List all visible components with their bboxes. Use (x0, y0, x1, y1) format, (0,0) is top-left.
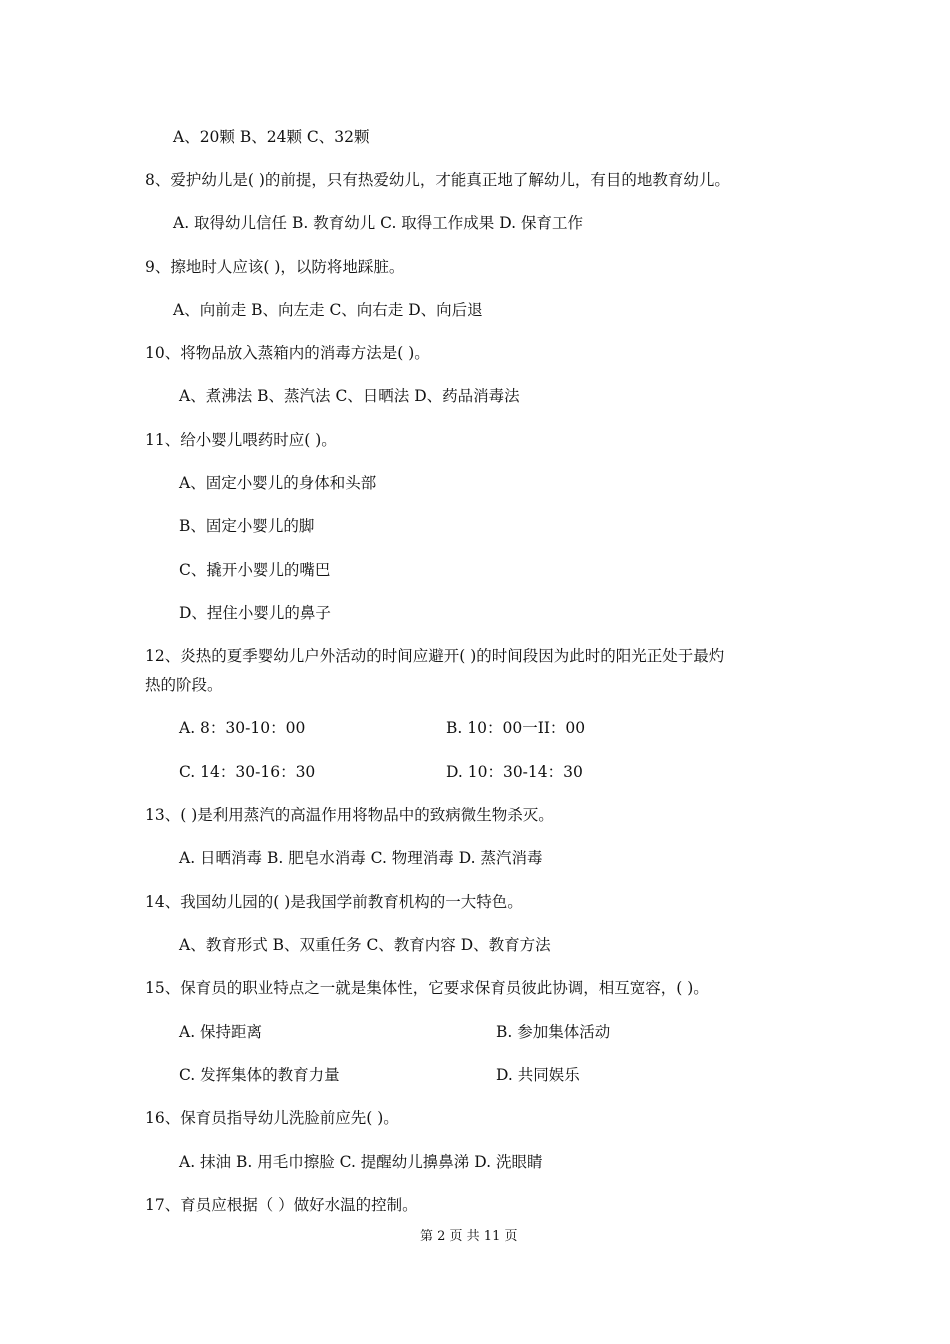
q11-stem: 11、给小婴儿喂药时应( )。 (145, 431, 337, 449)
q15-option-c: C. 发挥集体的教育力量 (179, 1066, 340, 1084)
q10-stem: 10、将物品放入蒸箱内的消毒方法是( )。 (145, 344, 430, 362)
q11-option-b: B、固定小婴儿的脚 (179, 517, 315, 535)
q12-stem-cont: 热的阶段。 (145, 676, 223, 694)
q13-options: A. 日晒消毒 B. 肥皂水消毒 C. 物理消毒 D. 蒸汽消毒 (179, 849, 543, 867)
q9-options: A、向前走 B、向左走 C、向右走 D、向后退 (173, 301, 483, 319)
q17-stem: 17、育员应根据（ ）做好水温的控制。 (145, 1196, 418, 1214)
q16-stem: 16、保育员指导幼儿洗脸前应先( )。 (145, 1109, 399, 1127)
q14-stem: 14、我国幼儿园的( )是我国学前教育机构的一大特色。 (145, 893, 523, 911)
q12-option-d: D. 10：30-14：30 (446, 763, 583, 781)
q10-options: A、煮沸法 B、蒸汽法 C、日晒法 D、药品消毒法 (179, 387, 520, 405)
q12-option-c: C. 14：30-16：30 (179, 763, 316, 781)
page-footer: 第 2 页 共 11 页 (420, 1229, 518, 1244)
q12-option-a: A. 8：30-10：00 (179, 719, 306, 737)
q11-option-c: C、撬开小婴儿的嘴巴 (179, 561, 331, 579)
q15-option-d: D. 共同娱乐 (496, 1066, 580, 1084)
q8-stem: 8、爱护幼儿是( )的前提，只有热爱幼儿，才能真正地了解幼儿，有目的地教育幼儿。 (145, 171, 730, 189)
q7-options: A、20颗 B、24颗 C、32颗 (173, 128, 370, 146)
q11-option-a: A、固定小婴儿的身体和头部 (179, 474, 377, 492)
q16-options: A. 抹油 B. 用毛巾擦脸 C. 提醒幼儿擤鼻涕 D. 洗眼睛 (179, 1153, 543, 1171)
q14-options: A、教育形式 B、双重任务 C、教育内容 D、教育方法 (179, 936, 551, 954)
q15-option-b: B. 参加集体活动 (496, 1023, 611, 1041)
q15-stem: 15、保育员的职业特点之一就是集体性，它要求保育员彼此协调，相互宽容，( )。 (145, 979, 709, 997)
q11-option-d: D、捏住小婴儿的鼻子 (179, 604, 331, 622)
q12-stem: 12、炎热的夏季婴幼儿户外活动的时间应避开( )的时间段因为此时的阳光正处于最灼 (145, 647, 725, 665)
q12-option-b: B. 10：00一II：00 (446, 719, 586, 737)
q15-option-a: A. 保持距离 (179, 1023, 263, 1041)
q9-stem: 9、擦地时人应该( )，以防将地踩脏。 (145, 258, 405, 276)
q8-options: A. 取得幼儿信任 B. 教育幼儿 C. 取得工作成果 D. 保育工作 (173, 214, 583, 232)
q13-stem: 13、( )是利用蒸汽的高温作用将物品中的致病微生物杀灭。 (145, 806, 554, 824)
